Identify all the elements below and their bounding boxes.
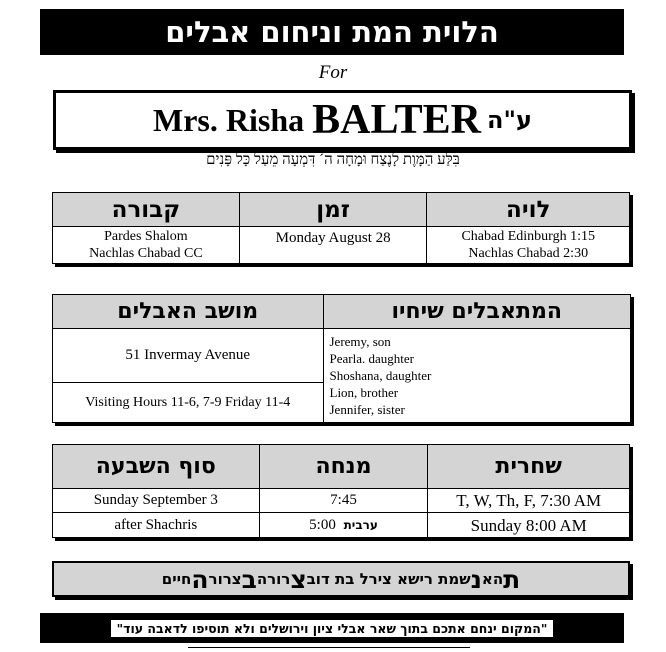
footer-text: "המקום ינחם אתכם בתוך שאר אבלי ציון וירושלים ולא תוסיפו לדאבה עוד" — [111, 620, 554, 637]
deceased-honorific: Mrs. Risha — [153, 101, 305, 138]
prayer-table — [52, 444, 630, 538]
header-shacharis: שחרית — [428, 445, 630, 489]
header-levaya: לויה — [427, 193, 630, 227]
maariv-label: ערבית — [343, 517, 378, 532]
header-end-shiva: סוף השבעה — [53, 445, 260, 489]
header-time: זמן — [239, 193, 427, 227]
shiva-table — [52, 294, 631, 423]
tehe-big-letter: ת — [503, 564, 521, 594]
header-title: הלוית המת וניחום אבלים — [165, 15, 499, 49]
deceased-surname: BALTER — [312, 97, 481, 143]
tehe-big-letter: צ — [290, 564, 307, 594]
header-burial: קבורה — [53, 193, 240, 227]
tehe-text: שמת רישא צירל בת דוב — [306, 570, 471, 588]
tehe-box — [52, 561, 630, 597]
deceased-abbreviation: ע"ה — [487, 106, 532, 134]
funeral-time: Monday August 28 — [239, 227, 427, 264]
tehe-text: רורה — [256, 570, 291, 588]
footer-bar — [40, 613, 624, 643]
maariv-time: 5:00 — [309, 516, 336, 533]
mincha-time: 7:45 — [259, 489, 428, 513]
burial-line: Nachlas Chabad CC — [89, 246, 203, 261]
mourner: Jeremy, son — [329, 334, 391, 349]
deceased-name-box — [53, 90, 632, 150]
mourner: Pearla. daughter — [329, 351, 414, 366]
footer-divider — [188, 647, 470, 648]
shiva-address: 51 Invermay Avenue — [53, 329, 324, 383]
levaya-line: Nachlas Chabad 2:30 — [468, 246, 589, 261]
tehe-big-letter: ה — [191, 564, 209, 594]
burial-cell — [53, 227, 240, 264]
end-shiva-date: Sunday September 3 — [53, 489, 260, 513]
tehe-text: צרור — [208, 570, 242, 588]
header-mourners: המתאבלים שיחיו — [323, 295, 631, 329]
mourner: Jennifer, sister — [329, 402, 405, 417]
mourners-list — [323, 329, 631, 423]
header-mincha: מנחה — [259, 445, 428, 489]
levaya-line: Chabad Edinburgh 1:15 — [461, 229, 595, 244]
header-bar — [40, 9, 624, 55]
for-label: For — [318, 62, 348, 83]
levaya-cell — [427, 227, 630, 264]
tehe-text: הא — [481, 570, 504, 588]
header-shiva-location: מושב האבלים — [53, 295, 324, 329]
burial-line: Pardes Shalom — [104, 229, 188, 244]
tehe-text: חיים — [161, 570, 192, 588]
mourner: Shoshana, daughter — [329, 368, 432, 383]
verse: בִּלַּע הַמָּוֶת לָנֶצַח וּמָחָה ה´ דִּמְעָה מֵעַל כָּל פָּנִים — [206, 152, 460, 168]
mourner: Lion, brother — [329, 385, 399, 400]
shacharis-weekday: T, W, Th, F, 7:30 AM — [428, 489, 630, 513]
shacharis-sunday: Sunday 8:00 AM — [428, 513, 630, 538]
funeral-table — [52, 192, 630, 264]
tehe-big-letter: ב — [241, 564, 257, 594]
tehe-big-letter: נ — [470, 564, 482, 594]
visiting-hours: Visiting Hours 11-6, 7-9 Friday 11-4 — [53, 383, 324, 423]
end-shiva-note: after Shachris — [53, 513, 260, 538]
maariv-cell — [259, 513, 428, 538]
